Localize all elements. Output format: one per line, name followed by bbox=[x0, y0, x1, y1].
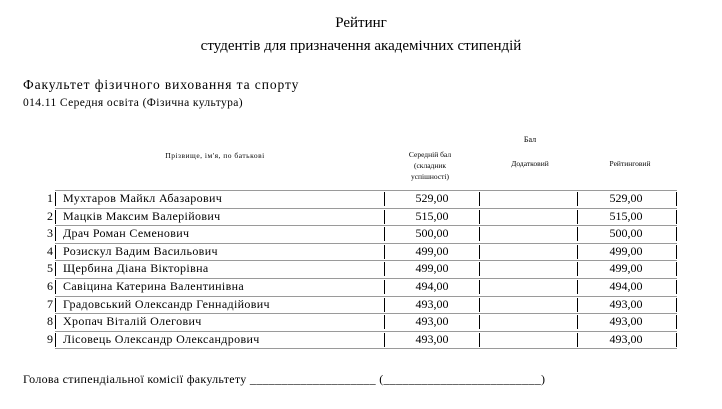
row-number: 8 bbox=[47, 314, 53, 329]
rating-score: 493,00 bbox=[609, 296, 643, 311]
row-divider bbox=[55, 243, 677, 244]
header-additional: Додатковий bbox=[511, 159, 549, 168]
column-divider bbox=[577, 210, 578, 224]
column-divider bbox=[577, 333, 578, 347]
table-row bbox=[0, 225, 722, 243]
student-name: Розискул Вадим Васильович bbox=[63, 243, 218, 258]
average-score: 493,00 bbox=[415, 296, 449, 311]
column-divider bbox=[676, 333, 677, 347]
table-row bbox=[0, 313, 722, 331]
header-average-line2: (складник bbox=[413, 161, 447, 170]
column-divider bbox=[676, 192, 677, 206]
column-divider bbox=[479, 333, 480, 347]
column-divider bbox=[55, 298, 56, 312]
average-score: 499,00 bbox=[415, 243, 449, 258]
row-divider bbox=[55, 260, 677, 261]
rating-score: 499,00 bbox=[609, 261, 643, 276]
column-divider bbox=[479, 227, 480, 241]
average-score: 515,00 bbox=[415, 208, 449, 223]
column-divider bbox=[479, 262, 480, 276]
row-number: 4 bbox=[47, 243, 53, 258]
average-score: 494,00 bbox=[415, 279, 449, 293]
row-divider bbox=[55, 331, 677, 332]
student-name: Хропач Віталій Олегович bbox=[63, 314, 202, 329]
row-number: 5 bbox=[47, 261, 53, 276]
column-divider bbox=[384, 315, 385, 329]
column-divider bbox=[676, 315, 677, 329]
column-divider bbox=[55, 210, 56, 224]
rating-score: 529,00 bbox=[609, 191, 643, 205]
header-average-line1: Середній бал bbox=[408, 150, 452, 159]
header-average bbox=[395, 149, 465, 182]
student-name: Мацків Максим Валерійович bbox=[63, 208, 221, 223]
column-divider bbox=[577, 262, 578, 276]
column-divider bbox=[55, 262, 56, 276]
column-divider bbox=[479, 280, 480, 294]
table-row bbox=[0, 296, 722, 314]
row-number: 6 bbox=[47, 279, 53, 293]
rating-score: 515,00 bbox=[609, 208, 643, 223]
column-divider bbox=[384, 262, 385, 276]
table-row bbox=[0, 190, 722, 208]
faculty-name: Факультет фізичного виховання та спорту bbox=[23, 77, 300, 92]
student-name: Лісовець Олександр Олександрович bbox=[63, 331, 260, 346]
column-divider bbox=[577, 245, 578, 259]
column-divider bbox=[384, 298, 385, 312]
student-name: Градовський Олександр Геннадійович bbox=[63, 296, 270, 311]
row-number: 7 bbox=[47, 296, 53, 311]
average-score: 529,00 bbox=[415, 191, 449, 205]
row-number: 1 bbox=[47, 191, 53, 205]
row-number: 2 bbox=[47, 208, 53, 223]
column-divider bbox=[384, 210, 385, 224]
rating-score: 500,00 bbox=[609, 226, 643, 241]
column-divider bbox=[676, 210, 677, 224]
row-divider bbox=[55, 190, 677, 191]
column-divider bbox=[479, 192, 480, 206]
row-divider bbox=[55, 313, 677, 314]
table-row bbox=[0, 331, 722, 349]
row-divider bbox=[55, 208, 677, 209]
column-divider bbox=[577, 280, 578, 294]
column-divider bbox=[577, 192, 578, 206]
rating-score: 493,00 bbox=[609, 314, 643, 329]
row-divider bbox=[55, 348, 677, 349]
column-divider bbox=[384, 245, 385, 259]
column-divider bbox=[55, 245, 56, 259]
average-score: 493,00 bbox=[415, 314, 449, 329]
footer-signature-line: Голова стипендіальної комісії факультету ____________________ (_________________________) bbox=[23, 372, 546, 386]
table-row bbox=[0, 260, 722, 278]
table-row bbox=[0, 208, 722, 226]
rating-score: 499,00 bbox=[609, 243, 643, 258]
column-divider bbox=[676, 298, 677, 312]
row-divider bbox=[55, 278, 677, 279]
column-divider bbox=[676, 262, 677, 276]
student-name: Драч Роман Семенович bbox=[63, 226, 190, 241]
column-divider bbox=[577, 298, 578, 312]
average-score: 499,00 bbox=[415, 261, 449, 276]
student-name: Мухтаров Майкл Абазарович bbox=[63, 191, 223, 205]
rating-score: 493,00 bbox=[609, 331, 643, 346]
document-title: Рейтинг bbox=[335, 15, 387, 31]
row-number: 9 bbox=[47, 331, 53, 346]
column-divider bbox=[384, 227, 385, 241]
column-divider bbox=[676, 227, 677, 241]
header-rating: Рейтинговий bbox=[609, 159, 651, 168]
column-divider bbox=[55, 315, 56, 329]
document-subtitle: студентів для призначення академічних стипендій bbox=[200, 38, 522, 54]
column-divider bbox=[55, 227, 56, 241]
row-divider bbox=[55, 225, 677, 226]
column-divider bbox=[577, 227, 578, 241]
column-divider bbox=[55, 333, 56, 347]
rating-score: 494,00 bbox=[609, 279, 643, 293]
column-divider bbox=[676, 280, 677, 294]
column-divider bbox=[479, 210, 480, 224]
column-divider bbox=[384, 280, 385, 294]
column-divider bbox=[479, 245, 480, 259]
header-average-line3: успішності) bbox=[410, 172, 450, 181]
column-divider bbox=[479, 315, 480, 329]
student-name: Щербина Діана Вікторівна bbox=[63, 261, 209, 276]
student-name: Савіцина Катерина Валентинівна bbox=[63, 279, 245, 293]
program-name: 014.11 Середня освіта (Фізична культура) bbox=[23, 97, 244, 109]
header-score-group: Бал bbox=[523, 135, 537, 144]
column-divider bbox=[676, 245, 677, 259]
column-divider bbox=[55, 192, 56, 206]
row-divider bbox=[55, 296, 677, 297]
table-row bbox=[0, 278, 722, 296]
column-divider bbox=[479, 298, 480, 312]
column-divider bbox=[384, 192, 385, 206]
column-divider bbox=[384, 333, 385, 347]
average-score: 493,00 bbox=[415, 331, 449, 346]
row-number: 3 bbox=[47, 226, 53, 241]
column-divider bbox=[577, 315, 578, 329]
header-name: Прізвище, ім'я, по батькові bbox=[165, 151, 265, 160]
table-row bbox=[0, 243, 722, 261]
column-divider bbox=[55, 280, 56, 294]
average-score: 500,00 bbox=[415, 226, 449, 241]
